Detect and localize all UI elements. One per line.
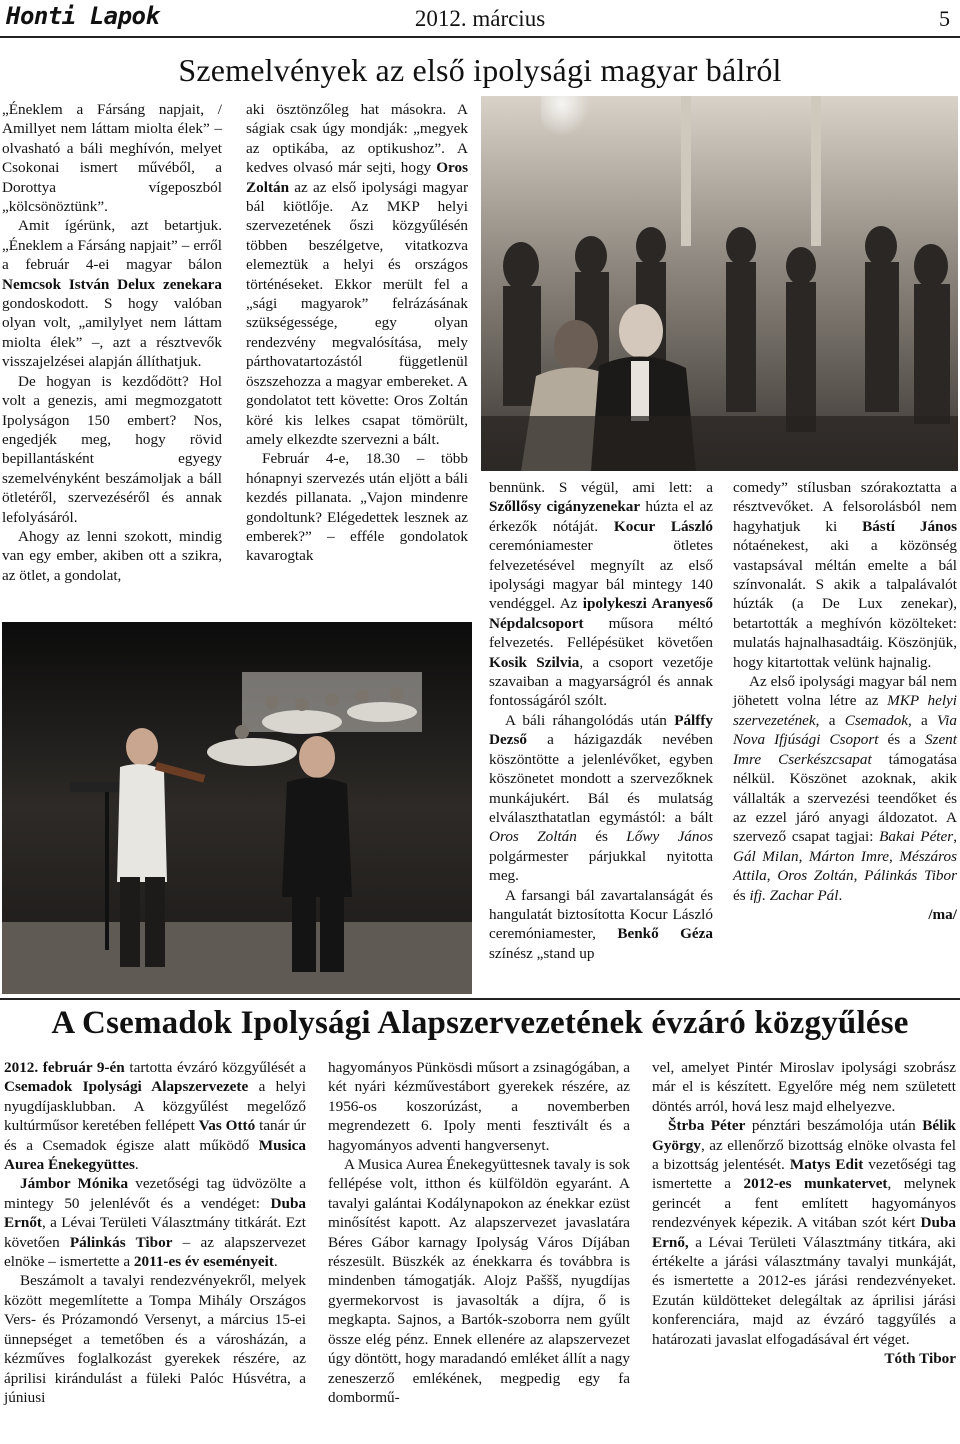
paragraph: 2012. február 9-én tartotta évzáró közgyűlését a Csemadok Ipolysági Alapszervezete a helyi nyugdíjasklubban. A közgyűlést megelőző kultúrműsor keretében fellépett Vas Ottó tanár úr és a Csemadok égisze alatt működő Musica Aurea Énekegyüttes. [4,1059,306,1174]
newspaper-logo: Honti Lapok [6,2,160,30]
paragraph: A báli ráhangolódás után Pálffy Dezső a házigazdák nevében köszöntötte a jelenlévőket, egyben köszönetet mondott a szervezőknek munkájukért. Bál és mulatság elválaszthatatlan egymástól: a bált Oros Zoltán és Lőwy János polgármester párjukkal nyitotta meg. [489,711,713,885]
paragraph: Jámbor Mónika vezetőségi tag üdvözölte a mintegy 50 jelenlévőt és a vendéget: Duba Ernőt, a Lévai Területi Választmány titkárát. Ezt követően Pálinkás Tibor – az alapszervezet elnöke – ismertette a 2011-es év eseményeit. [4,1175,307,1271]
article2-column-2 [328,1058,630,1407]
page-header [0,0,960,38]
article2-column-1 [4,1058,306,1407]
paragraph: bennünk. S végül, ami lett: a Szőllősy cigányzenekar húzta el az érkezők nótáját. Kocur László ceremóniamester ötletes felvezetésével megnyílt az első ipolysági magyar bál mintegy 140 vendéggel. Az ipolykeszi Aranyeső Népdalcsoport műsora méltó felvezetés. Fellépésüket követően Kosik Szilvia, a csoport vezetője szavaiban a magyarságról és annak fontosságáról szólt. [489,479,714,710]
paragraph: A Musica Aurea Énekegyüttesnek tavaly is sok fellépése volt, itthon és külföldön egyaránt. A tavalyi galántai Kodálynapokon az énekkar ezüst minősítést kapott. Az alapszervezet javaslatára Béres Gábor karnagy Ipolyság Város Díjában részesült. Büszkék az énekkarra és továbbra is mindenben támogatják. Alojz Paššš, nyugdíjas gyermekorvost is javasolták a díjra, ő is megkapta. Sajnos, a Bartók-szoborra nem gyűlt össze elég pénz. Ennek ellenére az alapszervezet úgy döntött, hogy maradandó emléket állít a nagy zeneszerző emlékének, megpedig egy fa dombormű- [328,1156,630,1406]
paragraph: Štrba Péter pénztári beszámolója után Bélik György, az ellenőrző bizottság elnöke olvasta fel a bizottság jelentését. Matys Edit vezetőségi tag ismertette a 2012-es munkatervet, melynek gerincét a fent említett hagyományos rendezvények képezik. A vitában szót kért Duba Ernő, a Lévai Területi Választmány titkára, aki értékelte a járási választmány tavalyi munkáját, és ismertette a 2012-es járási rendezvényeket. Ezután küldötteket delegáltak az áprilisi járási konferenciára, majd az évzáró taggyűlés a határozati javaslat elfogadásával ért véget. [652,1117,957,1348]
paragraph: Február 4-e, 18.30 – több hónapnyi szervezés után eljött a báli kezdés pillanata. „Vajon mindenre gondoltunk? Elégedettek lesznek az emberek?” – efféle gondolatok kavarogtak [246,450,468,565]
article-title: A Csemadok Ipolysági Alapszervezetének évzáró közgyűlése [51,1005,909,1041]
ball-dancers-photo [481,96,958,471]
photo-dancing-couples-icon [481,96,958,471]
photo-violinist-and-singer-icon [2,622,472,994]
paragraph: Beszámolt a tavalyi rendezvényekről, melyek között megemlítette a Tompa Mihály Országos Vers- és Prózamondó Versenyt, a március 15-ei ünnepséget a temetőben és a városházán, a kézműves foglalkozást gyerekek részére, az áprilisi kirándulást a füleki Palóc Húsvétra, a júniusi [4,1272,306,1406]
paragraph: A farsangi bál zavartalanságát és hangulatát biztosította Kocur László ceremóniamester, Benkő Géza színész „stand up [489,886,713,962]
issue-date: 2012. március [414,6,546,31]
article-title: Szemelvények az első ipolysági magyar bálról [178,52,782,88]
article2-column-3 [652,1058,956,1369]
article1-column-3 [489,478,713,963]
paragraph: aki ösztönzőleg hat másokra. A ságiak csak úgy mondják: „megyek az optikába, az optikushoz”. A kedves olvasó már sejti, hogy Oros Zoltán az az első ipolysági magyar bál kiötlője. Az MKP helyi szervezetének őszi közgyűlésén többen beszélgetve, vitatkozva elemeztük a helyi és országos történéseket. Ekkor merült fel a „sági magyarok” felrázásának szükségessége, egy olyan rendezvény megvalósítása, mely párthovatartozástól függetlenül öszszehozza a magyar embereket. A gondolatot tett követte: Oros Zoltán köré kis lelkes csapat tömörült, amely elkezdte szervezni a bált. [246,101,468,448]
paragraph: Ahogy az lenni szokott, mindig van egy ember, akiben ott a szikra, az ötlet, a gondolat, [2,527,222,584]
section-divider [0,998,960,1000]
page-number: 5 [939,6,950,31]
article1-column-1 [2,100,222,585]
article1-column-4 [733,478,957,924]
author-signature: /ma/ [928,905,957,923]
author-signature: Tóth Tibor [884,1350,956,1368]
paragraph: hagyományos Pünkösdi műsort a zsinagógában, a két nyári kézművestábort gyerekek részére, az 1956-os koszorúzást, a novemberben megrendezett 6. Ipoly menti fesztivált és a hagyományos adventi hangversenyt. [328,1059,631,1154]
paragraph: Az első ipolysági magyar bál nem jöhetett volna létre az MKP helyi szervezetének, a Csemadok, a Via Nova Ifjúsági Csoport és a Szent Imre Cserkészcsapat támogatása nélkül. Köszönet azoknak, akik vállalták a szervezési teendőket és az ezzel járó anyagi áldozatot. A szervező csapat tagjai: Bakai Péter, Gál Milan, Márton Imre, Mészáros Attila, Oros Zoltán, Pálinkás Tibor és ifj. Zachar Pál. [733,673,958,904]
article1-column-2 [246,100,468,566]
paragraph: comedy” stílusban szórakoztatta a résztvevőket. A felsorolásból nem hagyhatjuk ki Bástí János nótaénekest, aki a közönség vastapsával méltán emelte a bál színvonalát. S akik a talpalávalót húzták (a De Lux zenekar), betartották a meghívón közölteket: mulatás hajnalhasadtáig. Köszönjük, hogy kitartottak velünk hajnalig. [733,479,957,671]
paragraph: De hogyan is kezdődött? Hol volt a genezis, ami megmozgatott Ipolyságon 150 embert? Nos, engedjék meg, hogy rövid bepillantásként egyegy szemelvényként beszámoljak a báll ötletéről, szervezéséről és annak lefolyásáról. [2,372,222,526]
paragraph: Amit ígérünk, azt betartjuk. „Éneklem a Fársáng napjait” – erről a február 4-ei magyar bálon Nemcsok István Delux zenekara gondoskodott. S hogy valóban olyan volt, „amilylyet nem láttam miolta élek” –, azt a résztvevők visszajelzései alapján állíthatjuk. [2,217,222,371]
paragraph: „Éneklem a Fársáng napjait, / Amillyet nem láttam miolta élek” – olvasható a báli meghívón, melyet Csokonai ismert művéből, a Dorottya vígeposzból „kölcsönöztünk”. [2,101,222,216]
musicians-photo [2,622,472,994]
paragraph: vel, amelyet Pintér Miroslav ipolysági szobrász már el is készített. Egyelőre még nem született döntés arról, hová lesz majd elhelyezve. [652,1059,956,1115]
